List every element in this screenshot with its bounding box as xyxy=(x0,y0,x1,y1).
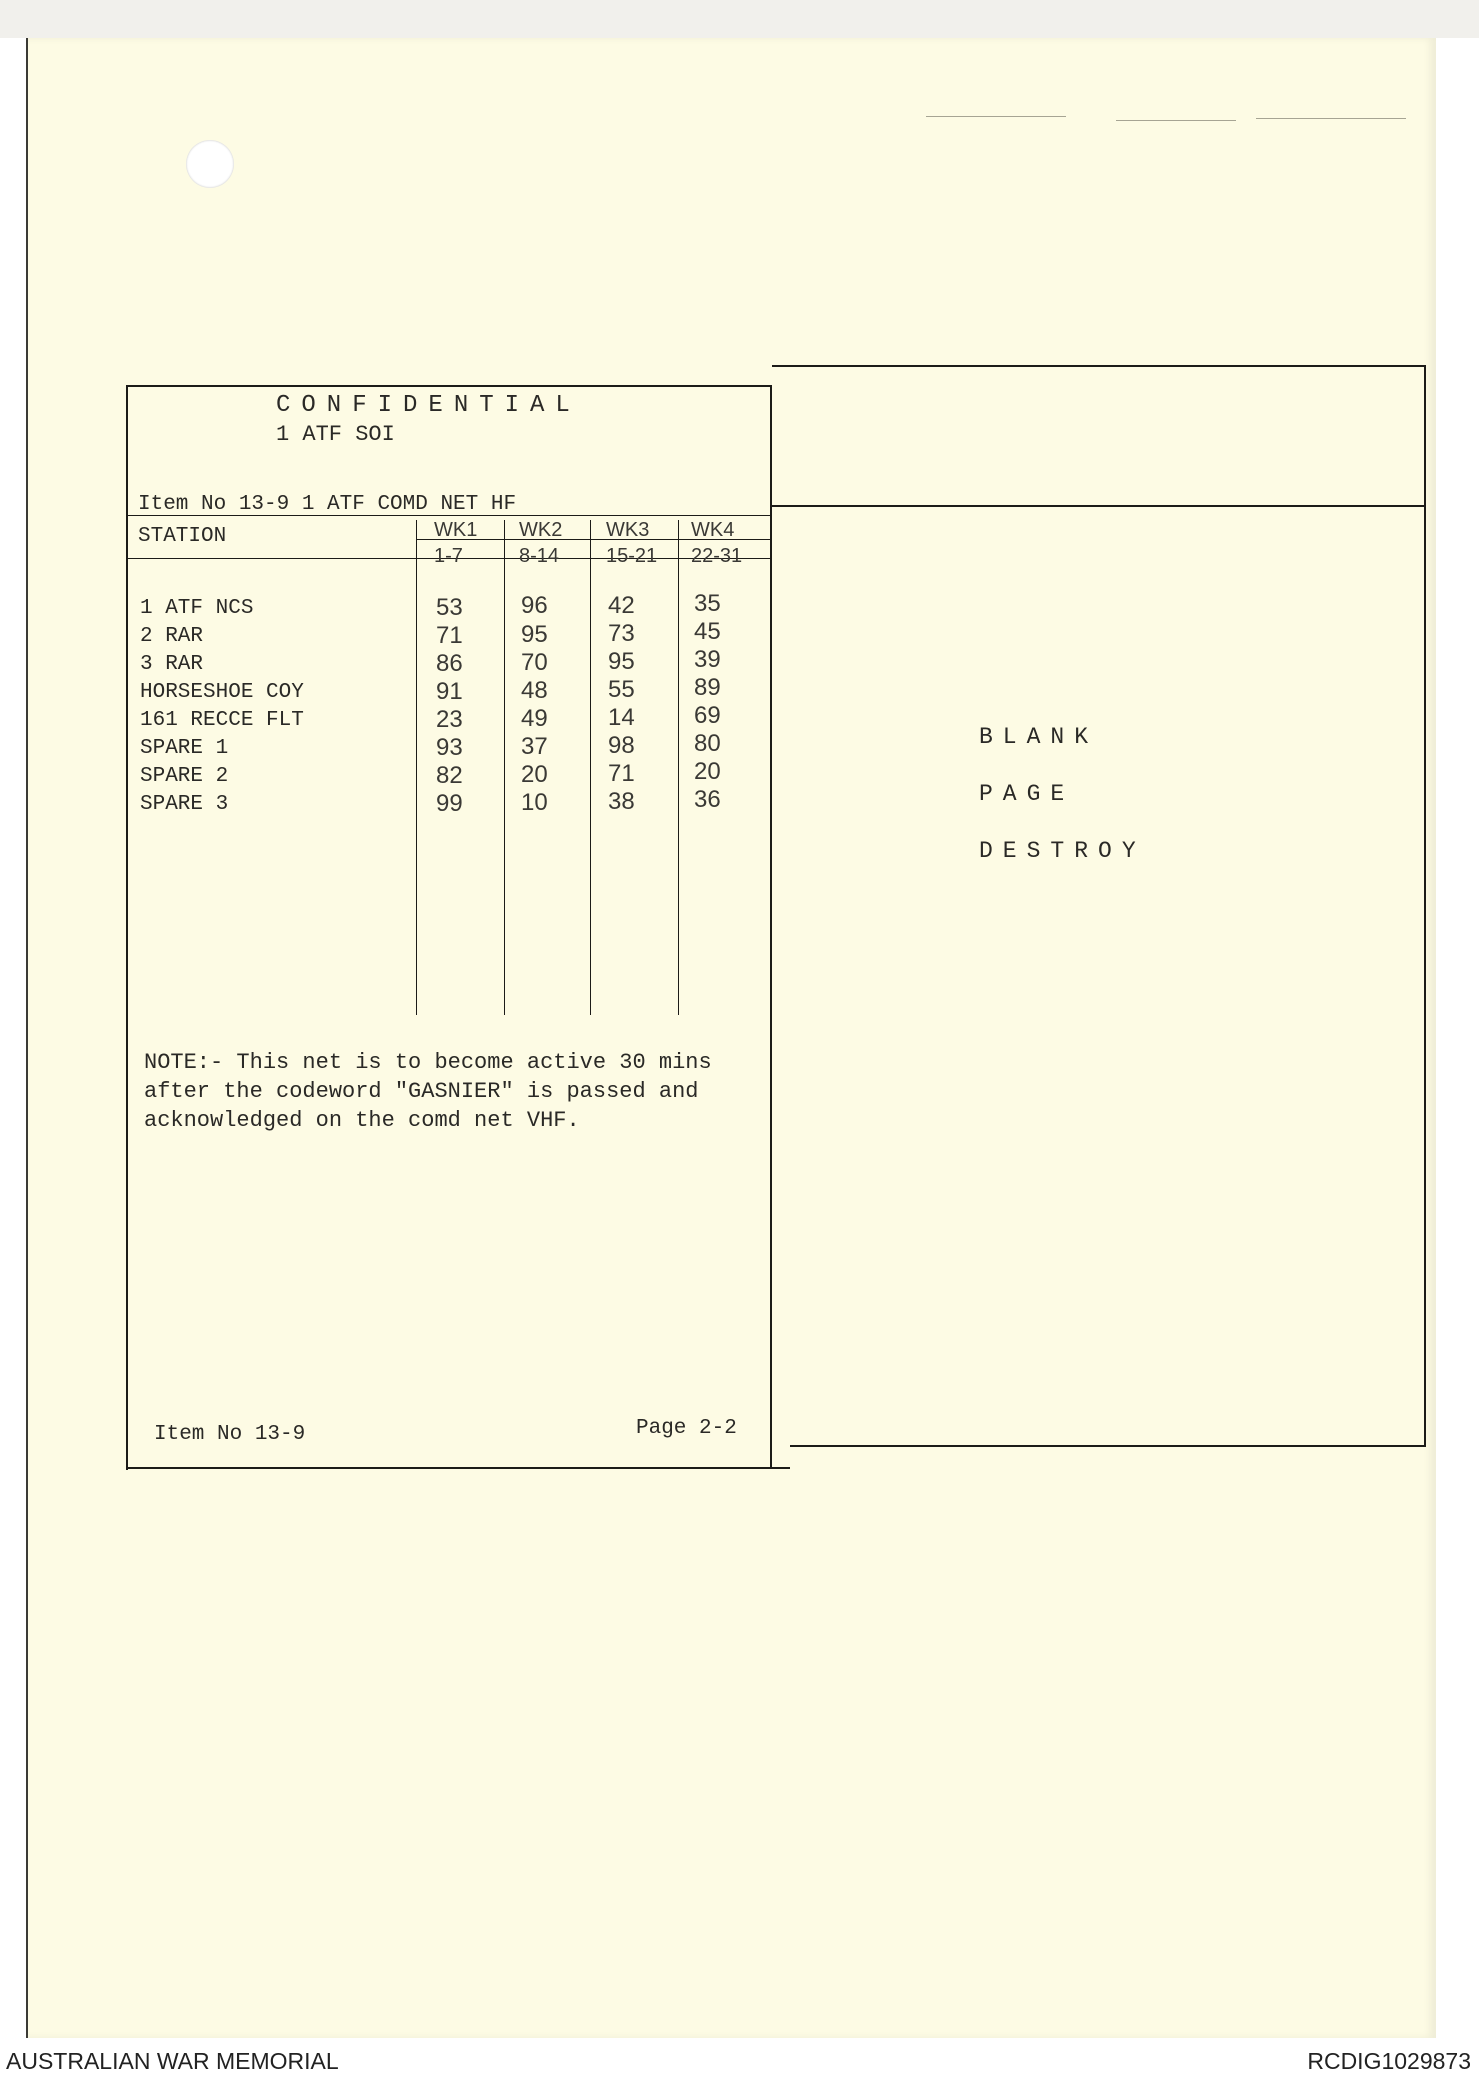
table-cell: 23 xyxy=(436,706,463,733)
col-divider xyxy=(416,520,417,1015)
wk1-days: 1-7 xyxy=(434,545,463,567)
table-cell: 45 xyxy=(694,618,721,645)
page-left-edge xyxy=(26,38,28,2038)
blank-label: BLANK xyxy=(979,724,1099,750)
table-cell: 99 xyxy=(436,790,463,817)
table-cell: 14 xyxy=(608,704,635,731)
table-cell: 71 xyxy=(436,622,463,649)
note-line: acknowledged on the comd net VHF. xyxy=(144,1108,580,1133)
wk3-days: 15-21 xyxy=(606,545,658,567)
destroy-label: DESTROY xyxy=(979,838,1146,864)
divider-vertical xyxy=(770,385,772,1467)
item-title: Item No 13-9 1 ATF COMD NET HF xyxy=(138,493,517,516)
scan-mark xyxy=(1256,118,1406,119)
table-cell: 37 xyxy=(521,733,548,760)
frame-bottom-right xyxy=(790,1445,1426,1447)
col-divider xyxy=(590,520,591,1015)
table-cell: 71 xyxy=(608,760,635,787)
scan-mark xyxy=(926,116,1066,117)
page-label: PAGE xyxy=(979,781,1075,807)
classification-heading: CONFIDENTIAL xyxy=(276,392,581,419)
table-cell: 98 xyxy=(608,732,635,759)
table-cell: 10 xyxy=(521,789,548,816)
soi-form xyxy=(126,365,1426,1470)
table-cell: 20 xyxy=(521,761,548,788)
punch-hole xyxy=(186,140,234,188)
table-cell: 39 xyxy=(694,646,721,673)
table-row-station: SPARE 3 xyxy=(140,793,229,816)
frame-right xyxy=(1424,365,1426,1445)
table-cell: 20 xyxy=(694,758,721,785)
header-rule-right xyxy=(772,505,1426,507)
source-heading: 1 ATF SOI xyxy=(276,422,395,447)
note-line: NOTE:- This net is to become active 30 mins xyxy=(144,1050,712,1075)
archive-id: RCDIG1029873 xyxy=(1307,2048,1471,2074)
wk3-header: WK3 xyxy=(606,519,650,541)
frame-top-left xyxy=(126,385,772,387)
table-cell: 89 xyxy=(694,674,721,701)
table-cell: 38 xyxy=(608,788,635,815)
table-cell: 55 xyxy=(608,676,635,703)
table-cell: 48 xyxy=(521,677,548,704)
table-cell: 86 xyxy=(436,650,463,677)
col-divider xyxy=(678,520,679,1015)
form-footer-page: Page 2-2 xyxy=(636,1417,737,1440)
wk2-days: 8-14 xyxy=(519,545,560,567)
frame-top-right xyxy=(772,365,1426,367)
frame-left xyxy=(126,385,128,1470)
table-cell: 95 xyxy=(521,621,548,648)
table-row-station: SPARE 1 xyxy=(140,737,229,760)
table-cell: 93 xyxy=(436,734,463,761)
wk4-header: WK4 xyxy=(691,519,735,541)
col-divider xyxy=(504,520,505,1015)
table-row-station: SPARE 2 xyxy=(140,765,229,788)
table-row-station: HORSESHOE COY xyxy=(140,681,304,704)
note-line: after the codeword "GASNIER" is passed and xyxy=(144,1079,699,1104)
table-row-station: 3 RAR xyxy=(140,653,204,676)
wk1-header: WK1 xyxy=(434,519,478,541)
table-cell: 73 xyxy=(608,620,635,647)
table-cell: 82 xyxy=(436,762,463,789)
table-cell: 53 xyxy=(436,594,463,621)
table-cell: 35 xyxy=(694,590,721,617)
scan-mark xyxy=(1116,120,1236,121)
table-cell: 42 xyxy=(608,592,635,619)
station-column-header: STATION xyxy=(138,525,227,548)
frame-bottom-left xyxy=(126,1467,790,1469)
table-cell: 91 xyxy=(436,678,463,705)
table-cell: 95 xyxy=(608,648,635,675)
table-cell: 36 xyxy=(694,786,721,813)
scan-top-band xyxy=(0,0,1479,38)
table-row-station: 161 RECCE FLT xyxy=(140,709,304,732)
archive-credit: AUSTRALIAN WAR MEMORIAL xyxy=(6,2048,339,2074)
table-cell: 96 xyxy=(521,592,548,619)
wk4-days: 22-31 xyxy=(691,545,743,567)
table-row-station: 1 ATF NCS xyxy=(140,597,254,620)
table-cell: 70 xyxy=(521,649,548,676)
form-footer-item: Item No 13-9 xyxy=(154,1423,306,1446)
table-row-station: 2 RAR xyxy=(140,625,204,648)
table-cell: 80 xyxy=(694,730,721,757)
table-cell: 69 xyxy=(694,702,721,729)
wk2-header: WK2 xyxy=(519,519,563,541)
table-cell: 49 xyxy=(521,705,548,732)
